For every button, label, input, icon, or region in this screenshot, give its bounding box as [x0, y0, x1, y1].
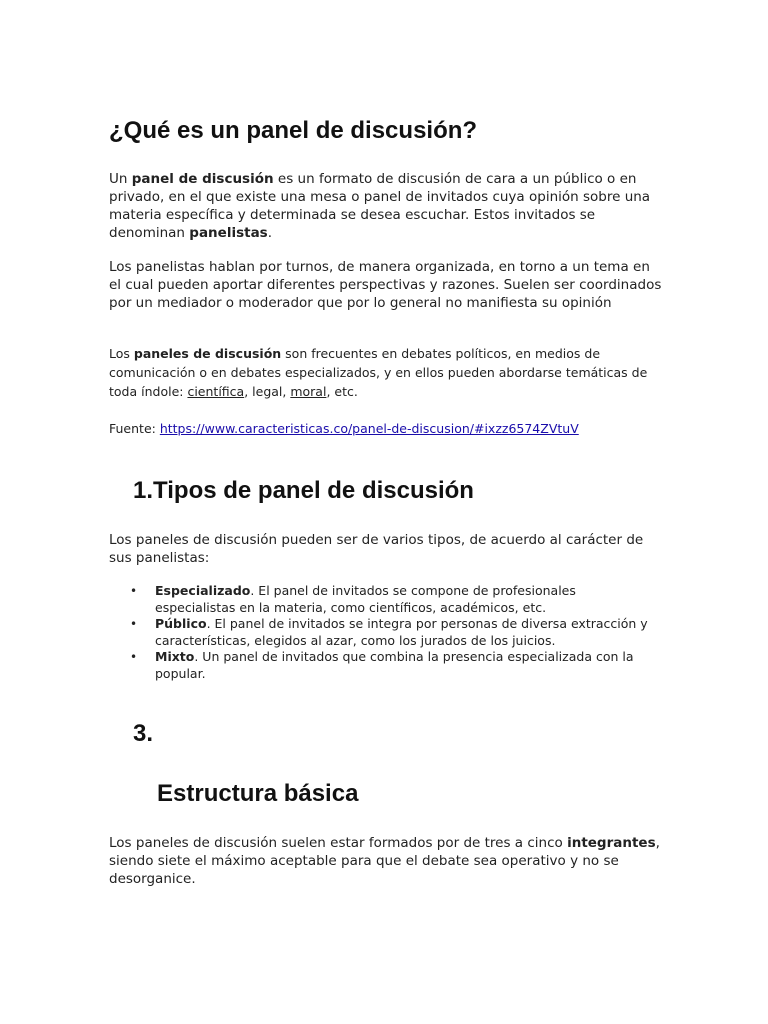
bold-term-panel: panel de discusión — [131, 171, 274, 187]
list-item-text: . Un panel de invitados que combina la presencia especializada con la popular. — [155, 649, 634, 681]
text-run: , etc. — [326, 384, 358, 399]
text-run: . — [267, 225, 273, 241]
text-run: Los paneles de discusión suelen estar formados por de tres a cinco — [109, 835, 568, 851]
list-item — [130, 583, 650, 616]
list-item-term: Mixto — [155, 649, 195, 664]
source-label: Fuente: — [109, 421, 160, 436]
paragraph-estructura — [109, 834, 664, 888]
heading-number-3: 3. — [133, 720, 154, 747]
text-run: Los — [109, 346, 134, 361]
bold-term-integrantes: integrantes — [567, 835, 656, 851]
paragraph-tipos-intro: Los paneles de discusión pueden ser de varios tipos, de acuerdo al carácter de sus panelistas: — [109, 532, 644, 566]
source-line — [109, 419, 657, 438]
heading-estructura: Estructura básica — [157, 780, 359, 807]
bullet-icon: • — [130, 584, 138, 598]
bullet-icon: • — [130, 617, 138, 631]
source-link[interactable]: https://www.caracteristicas.co/panel-de-discusion/#ixzz6574ZVtuV — [159, 421, 579, 436]
list-item — [130, 616, 650, 649]
list-item-text: . El panel de invitados se compone de profesionales especialistas en la materia, como científicos, académicos, etc. — [155, 583, 576, 615]
text-run: Un — [109, 171, 132, 187]
text-run: , legal, — [244, 384, 291, 399]
paragraph-definicion — [109, 170, 664, 242]
list-item-text: . El panel de invitados se integra por personas de diversa extracción y características, elegidos al azar, como los jurados de los juicios. — [155, 616, 648, 648]
text-run: s un formato de discusión de cara a un público o en privado, en el que existe una mesa o panel de invitados cuya opinión sobre una materia específica y determinada se desea escuchar. Estos invitados se denominan — [109, 171, 651, 241]
underlined-moral: moral — [290, 384, 327, 399]
bullet-icon: • — [130, 650, 138, 664]
heading-tipos: 1.Tipos de panel de discusión — [133, 477, 474, 504]
list-item — [130, 649, 650, 682]
list-item-term: Público — [155, 616, 207, 631]
list-item-term: Especializado — [155, 583, 251, 598]
text-run: e — [273, 171, 287, 187]
types-list — [130, 583, 650, 682]
text-run: , siendo siete el máximo aceptable para que el debate sea operativo y no se desorganice. — [109, 835, 660, 887]
bold-term-panelistas: panelistas — [189, 225, 268, 241]
paragraph-panelistas: Los panelistas hablan por turnos, de manera organizada, en torno a un tema en el cual pueden aportar diferentes perspectivas y razones. Suelen ser coordinados por un mediador o moderador que por lo general no manifiesta su opinión — [109, 259, 662, 311]
heading-que-es-panel: ¿Qué es un panel de discusión? — [109, 117, 478, 144]
bold-term-paneles: paneles de discusión — [133, 346, 282, 361]
text-run: son frecuentes en debates políticos, en medios de comunicación o en debates especializados, y en ellos pueden abordarse temáticas de toda índole: — [109, 346, 648, 399]
underlined-cientifica: científica — [187, 384, 245, 399]
paragraph-usos — [109, 344, 657, 401]
